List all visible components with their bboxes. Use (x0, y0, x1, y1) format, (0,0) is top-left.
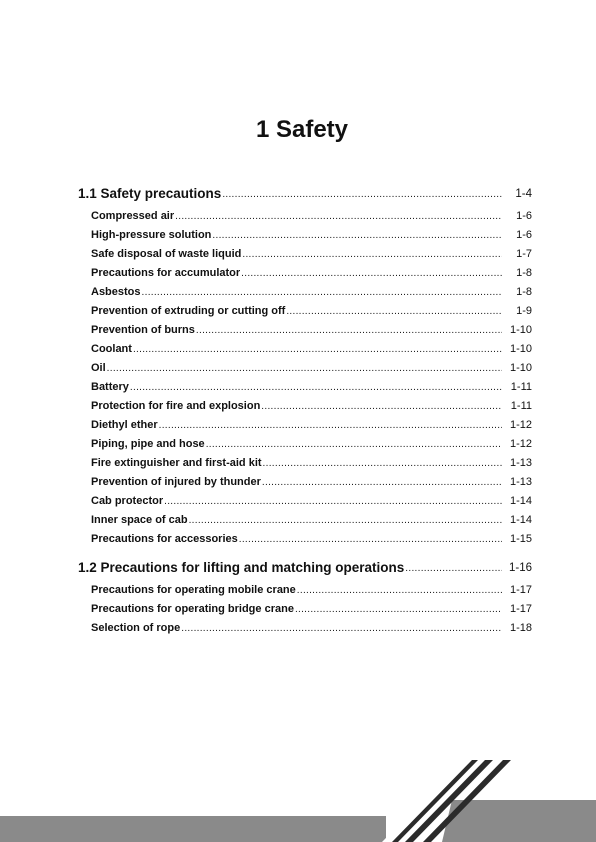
toc-page-number: 1-12 (509, 438, 532, 450)
toc-entry-label: Asbestos (91, 286, 141, 298)
toc-page-number: 1-13 (509, 476, 532, 488)
toc-page-number: 1-8 (516, 286, 532, 298)
toc-page-number: 1-14 (509, 495, 532, 507)
toc-entry-label: Coolant (91, 343, 132, 355)
toc-entry-label: Prevention of injured by thunder (91, 476, 261, 488)
toc-entry-label: Fire extinguisher and first-aid kit (91, 457, 262, 469)
toc-page-number: 1-6 (516, 210, 532, 222)
toc-entry-label: Selection of rope (91, 622, 181, 634)
toc-entry-label: Precautions for accumulator (91, 267, 241, 279)
toc-entry-label: Precautions for operating mobile crane (91, 584, 296, 596)
toc-page-number: 1-9 (516, 305, 532, 317)
toc-page-number: 1-15 (509, 533, 532, 545)
toc-entry-label: High-pressure solution (91, 229, 212, 241)
toc-page-number: 1-18 (509, 622, 532, 634)
toc-entry-label: Protection for fire and explosion (91, 400, 261, 412)
toc-page-number: 1-12 (509, 419, 532, 431)
toc-page-number: 1-8 (516, 267, 532, 279)
toc-entry-label: Diethyl ether (91, 419, 158, 431)
toc-entry-label: Cab protector (91, 495, 164, 507)
toc-page-number: 1-16 (508, 562, 532, 574)
toc-entry-label: Prevention of burns (91, 324, 195, 336)
toc-page-number: 1-6 (516, 229, 532, 241)
toc-page-number: 1-17 (509, 584, 532, 596)
toc-page-number: 1-4 (515, 188, 532, 200)
toc-entry-label: Prevention of extruding or cutting off (91, 305, 286, 317)
toc-entry-label: Precautions for accessories (91, 533, 238, 545)
toc-page-number: 1-17 (509, 603, 532, 615)
toc-entry-label: 1.1 Safety precautions (78, 186, 222, 201)
toc-page-number: 1-11 (510, 400, 532, 412)
toc-entry-label: Oil (91, 362, 106, 374)
page-title: 1 Safety (255, 116, 349, 143)
toc-page-number: 1-10 (509, 324, 532, 336)
toc-page-number: 1-13 (509, 457, 532, 469)
toc-page-number: 1-7 (516, 248, 532, 260)
toc-entry-label: Inner space of cab (91, 514, 188, 526)
toc-page-number: 1-10 (509, 362, 532, 374)
toc-entry-label: 1.2 Precautions for lifting and matching operations (78, 560, 405, 575)
toc-entry-label: Safe disposal of waste liquid (91, 248, 242, 260)
toc-page-number: 1-14 (509, 514, 532, 526)
toc-page-number: 1-10 (509, 343, 532, 355)
toc-page-number: 1-11 (510, 381, 532, 393)
toc-entry-label: Precautions for operating bridge crane (91, 603, 294, 615)
toc-entry-label: Piping, pipe and hose (91, 438, 205, 450)
toc-entry-label: Compressed air (91, 210, 175, 222)
toc-entry-label: Battery (91, 381, 129, 393)
footer-gray-band (0, 816, 386, 842)
